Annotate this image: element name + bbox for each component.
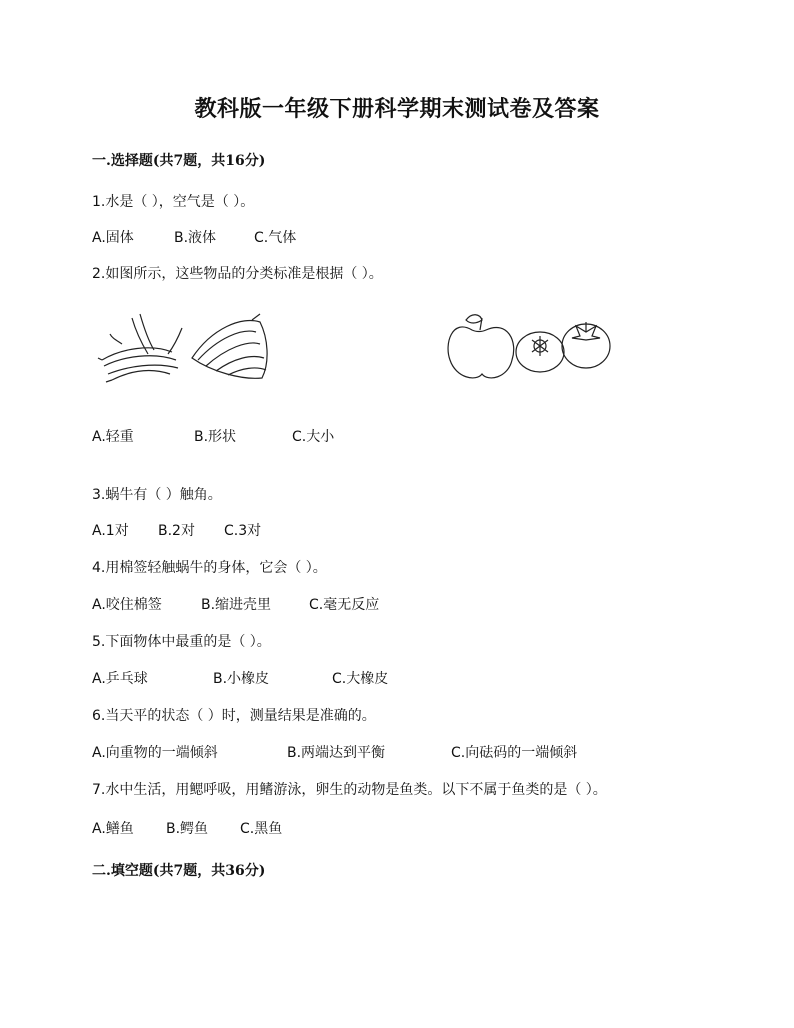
question-3-option-c: C.3对 xyxy=(224,523,262,539)
question-2-option-a: A.轻重 xyxy=(92,429,134,445)
question-5-stem: 5.下面物体中最重的是（ ）。 xyxy=(92,634,271,650)
question-2-option-c: C.大小 xyxy=(292,429,335,445)
question-1-stem: 1.水是（ ），空气是（ ）。 xyxy=(92,194,255,210)
question-1-option-c: C.气体 xyxy=(254,230,297,246)
section-heading-choice: 一.选择题(共7题，共16分) xyxy=(92,153,266,169)
question-7-stem: 7.水中生活，用鳃呼吸，用鳍游泳，卵生的动物是鱼类。以下不属于鱼类的是（ ）。 xyxy=(92,782,607,798)
page-title: 教科版一年级下册科学期末测试卷及答案 xyxy=(194,96,600,122)
question-2-option-b: B.形状 xyxy=(194,429,237,445)
question-6-stem: 6.当天平的状态（ ）时，测量结果是准确的。 xyxy=(92,708,376,724)
question-4-option-b: B.缩进壳里 xyxy=(201,597,272,613)
chili-peppers-illustration xyxy=(98,314,182,382)
question-5-options xyxy=(92,668,388,688)
question-3-options xyxy=(92,520,261,540)
question-1-options xyxy=(92,227,296,247)
question-3-option-a: A.1对 xyxy=(92,523,129,539)
bananas-illustration xyxy=(192,314,267,378)
persimmons-illustration xyxy=(516,322,610,372)
question-4-options xyxy=(92,594,379,614)
question-3-stem: 3.蜗牛有（ ）触角。 xyxy=(92,487,222,503)
question-7-option-b: B.鳄鱼 xyxy=(166,821,209,837)
question-5-option-b: B.小橡皮 xyxy=(213,671,270,687)
question-3-option-b: B.2对 xyxy=(158,523,195,539)
question-7-options xyxy=(92,818,282,838)
question-7-option-a: A.鳝鱼 xyxy=(92,821,134,837)
apple-illustration xyxy=(448,315,514,378)
question-6-option-a: A.向重物的一端倾斜 xyxy=(92,745,218,761)
question-6-option-b: B.两端达到平衡 xyxy=(287,745,386,761)
question-1-option-b: B.液体 xyxy=(174,230,217,246)
question-4-stem: 4.用棉签轻触蜗牛的身体，它会（ ）。 xyxy=(92,560,327,576)
question-2-options xyxy=(92,426,334,446)
question-1-option-a: A.固体 xyxy=(92,230,134,246)
question-5-option-c: C.大橡皮 xyxy=(332,671,389,687)
question-4-option-a: A.咬住棉签 xyxy=(92,597,162,613)
question-6-option-c: C.向砝码的一端倾斜 xyxy=(451,745,578,761)
question-5-option-a: A.乒乓球 xyxy=(92,671,148,687)
classification-figure xyxy=(92,308,632,388)
section-heading-fill-blank: 二.填空题(共7题，共36分) xyxy=(92,863,266,879)
question-2-stem: 2.如图所示，这些物品的分类标准是根据（ ）。 xyxy=(92,266,383,282)
question-6-options xyxy=(92,742,577,762)
question-4-option-c: C.毫无反应 xyxy=(309,597,380,613)
question-7-option-c: C.黑鱼 xyxy=(240,821,283,837)
